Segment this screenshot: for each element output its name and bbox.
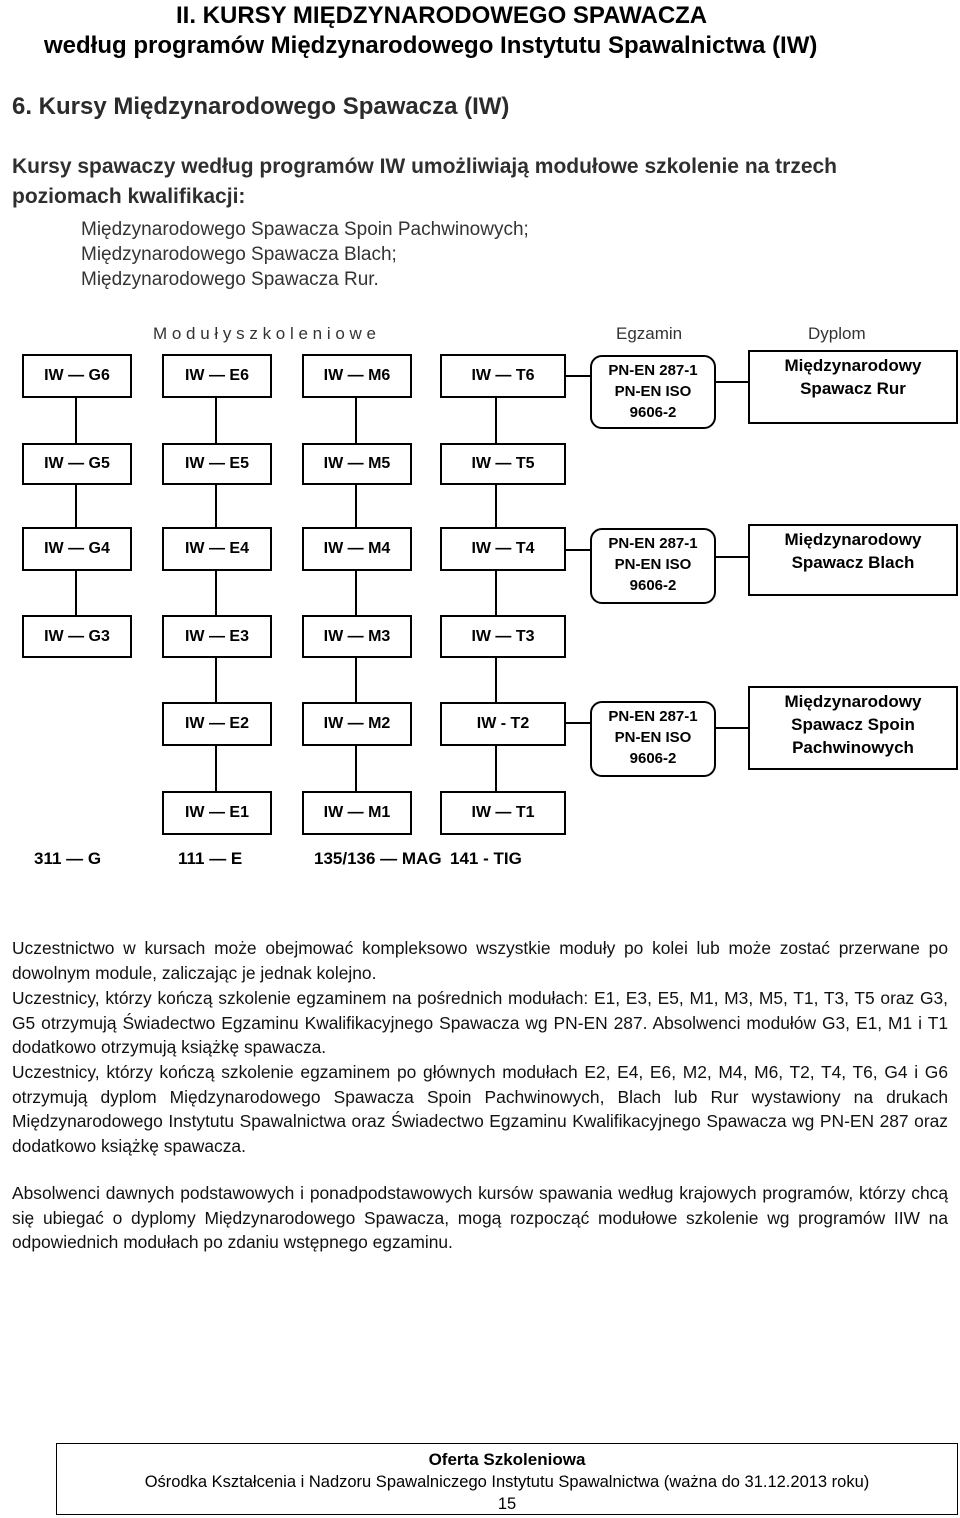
module-box: IW — T6 bbox=[440, 354, 566, 398]
intro-line-1: Kursy spawaczy według programów IW umożliwiają modułowe szkolenie na trzech bbox=[12, 155, 838, 178]
module-box: IW — E3 bbox=[162, 615, 272, 658]
process-label: 135/136 — MAG bbox=[314, 849, 442, 868]
diploma-line: Międzynarodowy bbox=[784, 530, 922, 549]
module-box: IW — M3 bbox=[302, 615, 412, 658]
module-box: IW — E2 bbox=[162, 702, 272, 746]
diploma-line: Międzynarodowy bbox=[784, 692, 922, 711]
module-box: IW — G3 bbox=[22, 615, 132, 658]
module-box: IW — M2 bbox=[302, 702, 412, 746]
header-line-1: II. KURSY MIĘDZYNARODOWEGO SPAWACZA bbox=[176, 2, 708, 29]
exam-line: PN-EN 287-1 bbox=[608, 535, 698, 552]
module-box: IW — T5 bbox=[440, 443, 566, 485]
process-label: 141 - TIG bbox=[450, 849, 522, 868]
module-box: IW — M6 bbox=[302, 354, 412, 398]
exam-box bbox=[590, 701, 716, 777]
exam-line: PN-EN ISO bbox=[614, 383, 692, 400]
exam-line: PN-EN ISO bbox=[614, 729, 692, 746]
module-box: IW — M5 bbox=[302, 443, 412, 485]
module-box: IW — T4 bbox=[440, 527, 566, 571]
diploma-line: Spawacz Rur bbox=[800, 379, 906, 398]
module-box: IW — G4 bbox=[22, 527, 132, 571]
intro-line-2: poziomach kwalifikacji: bbox=[12, 185, 246, 208]
footer-subtitle: Ośrodka Kształcenia i Nadzoru Spawalniczego Instytutu Spawalnictwa (ważna do 31.12.2013 roku) bbox=[144, 1473, 870, 1491]
exam-box bbox=[590, 355, 716, 429]
exam-line: PN-EN 287-1 bbox=[608, 708, 698, 725]
diploma-line: Spawacz Spoin bbox=[791, 715, 915, 734]
exam-line: PN-EN 287-1 bbox=[608, 362, 698, 379]
module-box: IW - T2 bbox=[440, 702, 566, 746]
footer-box bbox=[56, 1443, 958, 1515]
section-title: 6. Kursy Międzynarodowego Spawacza (IW) bbox=[12, 93, 510, 120]
column-header-modules: M o d u ł y s z k o l e n i o w e bbox=[153, 324, 376, 343]
diploma-line: Spawacz Blach bbox=[791, 553, 915, 572]
exam-line: 9606-2 bbox=[629, 750, 677, 767]
paragraph-main-modules: Uczestnicy, którzy kończą szkolenie egzaminem po głównych modułach E2, E4, E6, M2, M4, M6, T2, T4, T6, G4 i G6 otrzymują dyplom Międzynarodowego Spawacza Spoin Pachwinowych, Blach lub Rur wystawiony na drukach Międzynarodowego Instytutu Spawalnictwa oraz Świadectwo Egzaminu Kwalifikacyjnego Spawacza wg PN-EN 287 oraz dodatkowo książkę spawacza. bbox=[12, 1062, 948, 1156]
process-label: 111 — E bbox=[178, 849, 243, 868]
exam-box bbox=[590, 528, 716, 604]
module-box: IW — G6 bbox=[22, 354, 132, 398]
column-header-diploma: Dyplom bbox=[808, 324, 866, 343]
module-box: IW — T3 bbox=[440, 615, 566, 658]
diploma-line: Pachwinowych bbox=[792, 738, 914, 757]
module-box: IW — T1 bbox=[440, 791, 566, 835]
module-box: IW — M4 bbox=[302, 527, 412, 571]
process-label: 311 — G bbox=[34, 849, 102, 868]
paragraph-intermediate: Uczestnicy, którzy kończą szkolenie egzaminem na pośrednich modułach: E1, E3, E5, M1, M3, M5, T1, T3, T5 oraz G3, G5 otrzymują Świadectwo Egzaminu Kwalifikacyjnego Spawacza wg PN-EN 287. Absolwenci modułów G3, E1, M1 i T1 dodatkowo otrzymują książkę spawacza. bbox=[12, 988, 948, 1057]
level-item: Międzynarodowego Spawacza Blach; bbox=[81, 244, 397, 265]
exam-line: 9606-2 bbox=[629, 577, 677, 594]
module-box: IW — E5 bbox=[162, 443, 272, 485]
footer-title: Oferta Szkoleniowa bbox=[428, 1450, 586, 1469]
module-box: IW — E6 bbox=[162, 354, 272, 398]
paragraph-graduates: Absolwenci dawnych podstawowych i ponadpodstawowych kursów spawania według krajowych programów, którzy chcą się ubiegać o dyplomy Międzynarodowego Spawacza, mogą rozpocząć modułowe szkolenie wg programów IIW na odpowiednich modułach po zdaniu wstępnego egzaminu. bbox=[12, 1183, 948, 1252]
module-box: IW — E4 bbox=[162, 527, 272, 571]
module-box: IW — E1 bbox=[162, 791, 272, 835]
diploma-box bbox=[748, 686, 958, 770]
exam-line: 9606-2 bbox=[629, 404, 677, 421]
level-item: Międzynarodowego Spawacza Rur. bbox=[81, 269, 379, 290]
page-number: 15 bbox=[497, 1495, 517, 1513]
diploma-box bbox=[748, 350, 958, 424]
paragraph-participation: Uczestnictwo w kursach może obejmować kompleksowo wszystkie moduły po kolei lub może zostać przerwane po dowolnym module, zaliczając je jednak kolejno. bbox=[12, 938, 948, 983]
diploma-line: Międzynarodowy bbox=[784, 356, 922, 375]
exam-line: PN-EN ISO bbox=[614, 556, 692, 573]
module-box: IW — G5 bbox=[22, 443, 132, 485]
level-item: Międzynarodowego Spawacza Spoin Pachwinowych; bbox=[81, 219, 529, 240]
column-header-exam: Egzamin bbox=[616, 324, 683, 343]
header-line-2: według programów Międzynarodowego Instytutu Spawalnictwa (IW) bbox=[44, 32, 818, 59]
module-box: IW — M1 bbox=[302, 791, 412, 835]
diploma-box bbox=[748, 524, 958, 596]
